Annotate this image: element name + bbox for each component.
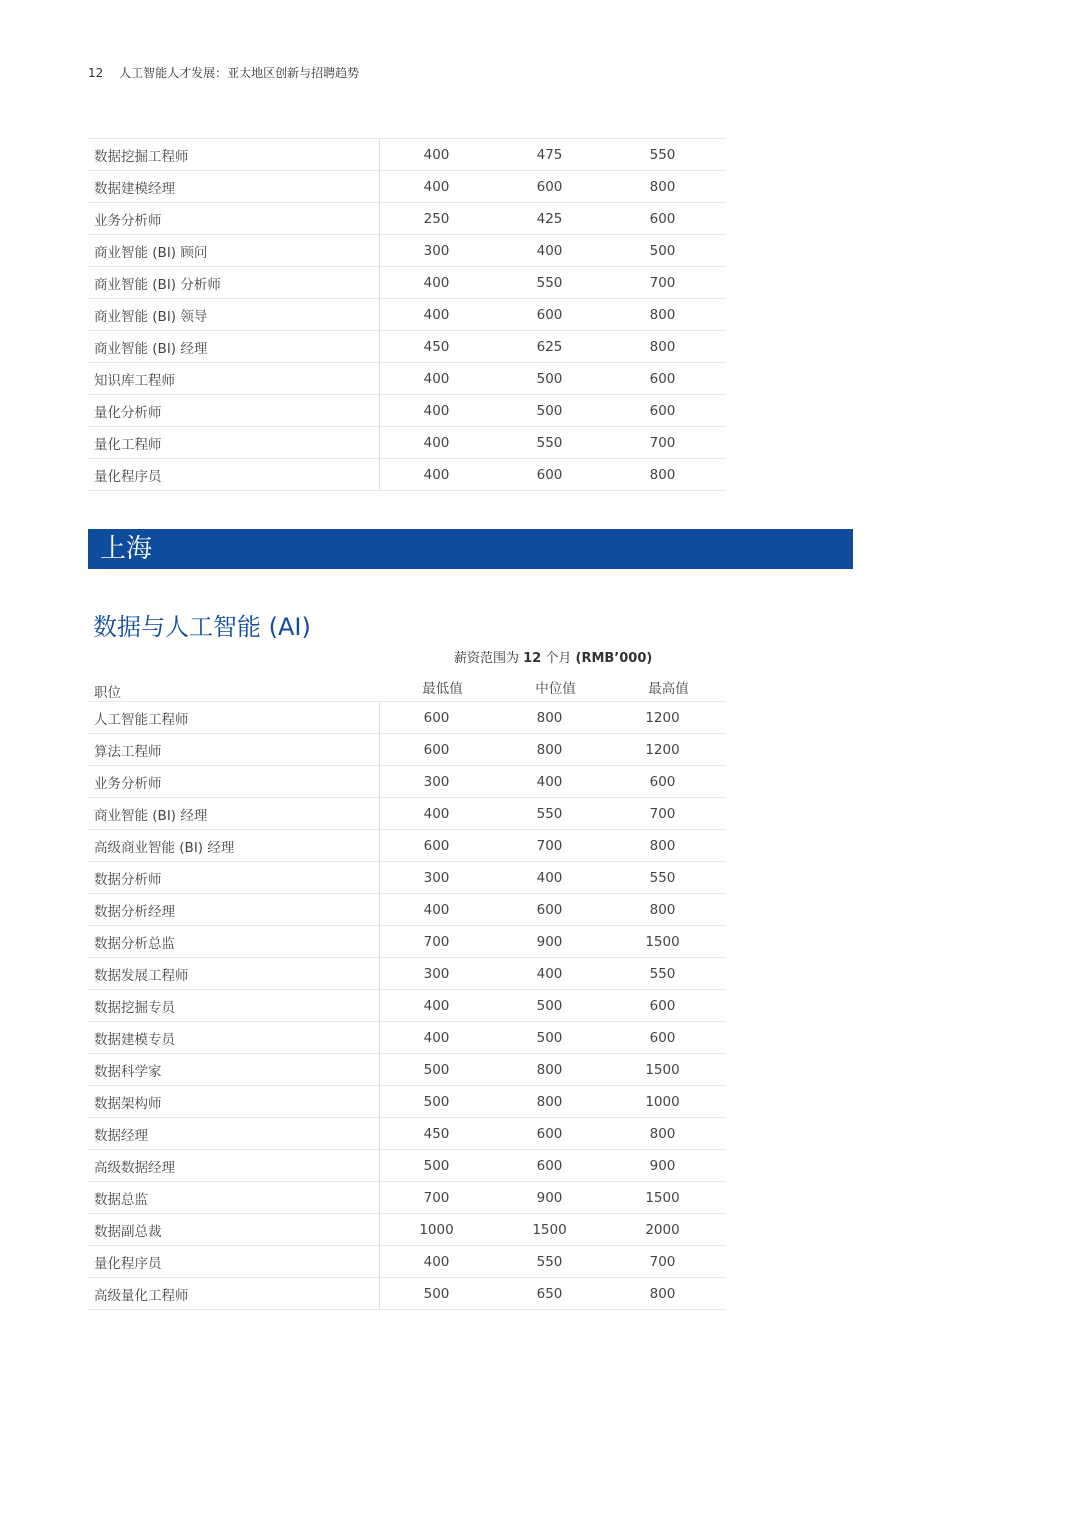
job-title-cell: 数据分析总监 — [88, 926, 380, 957]
table-row — [88, 830, 726, 862]
min-salary-cell: 500 — [423, 1157, 450, 1174]
median-salary-cell: 400 — [536, 773, 563, 790]
max-salary-cell: 600 — [649, 1029, 676, 1046]
table-row — [88, 267, 726, 299]
median-salary-cell: 400 — [536, 242, 563, 259]
median-salary-cell: 650 — [536, 1285, 563, 1302]
max-salary-cell: 2000 — [645, 1221, 680, 1238]
min-salary-cell: 300 — [423, 242, 450, 259]
max-salary-cell: 700 — [649, 1253, 676, 1270]
table-row — [88, 331, 726, 363]
median-salary-cell: 550 — [536, 1253, 563, 1270]
min-salary-cell: 400 — [423, 805, 450, 822]
table-row — [88, 235, 726, 267]
max-salary-cell: 700 — [649, 805, 676, 822]
table-row — [88, 1150, 726, 1182]
median-salary-cell: 800 — [536, 1093, 563, 1110]
table-row — [88, 171, 726, 203]
median-salary-cell: 600 — [536, 178, 563, 195]
max-salary-cell: 800 — [649, 306, 676, 323]
median-salary-cell: 700 — [536, 837, 563, 854]
document-title: 人工智能人才发展：亚太地区创新与招聘趋势 — [119, 66, 360, 80]
min-salary-cell: 300 — [423, 869, 450, 886]
median-salary-cell: 600 — [536, 466, 563, 483]
max-salary-cell: 550 — [649, 965, 676, 982]
max-salary-cell: 600 — [649, 997, 676, 1014]
job-title-cell: 数据挖掘专员 — [88, 990, 380, 1021]
min-salary-cell: 400 — [423, 901, 450, 918]
table-row — [88, 1022, 726, 1054]
column-header-max: 最高值 — [648, 681, 689, 697]
max-salary-cell: 800 — [649, 837, 676, 854]
job-title-cell: 数据经理 — [88, 1118, 380, 1149]
job-title-cell: 数据副总裁 — [88, 1214, 380, 1245]
min-salary-cell: 700 — [423, 1189, 450, 1206]
max-salary-cell: 500 — [649, 242, 676, 259]
table-row — [88, 1054, 726, 1086]
job-title-cell: 量化程序员 — [88, 1246, 380, 1277]
table-row — [88, 1246, 726, 1278]
job-title-cell: 数据挖掘工程师 — [88, 139, 380, 170]
max-salary-cell: 700 — [649, 434, 676, 451]
max-salary-cell: 550 — [649, 146, 676, 163]
table-row — [88, 1118, 726, 1150]
median-salary-cell: 800 — [536, 1061, 563, 1078]
median-salary-cell: 500 — [536, 370, 563, 387]
table-row — [88, 701, 726, 734]
job-title-cell: 商业智能 (BI) 经理 — [88, 798, 380, 829]
median-salary-cell: 550 — [536, 805, 563, 822]
max-salary-cell: 800 — [649, 901, 676, 918]
table-row — [88, 990, 726, 1022]
table-row — [88, 1086, 726, 1118]
job-title-cell: 商业智能 (BI) 领导 — [88, 299, 380, 330]
job-title-cell: 量化程序员 — [88, 459, 380, 490]
median-salary-cell: 400 — [536, 869, 563, 886]
page-header — [88, 64, 359, 81]
min-salary-cell: 500 — [423, 1285, 450, 1302]
table-row — [88, 1278, 726, 1310]
median-salary-cell: 625 — [536, 338, 563, 355]
salary-range-caption — [454, 647, 652, 666]
job-title-cell: 商业智能 (BI) 分析师 — [88, 267, 380, 298]
table-row — [88, 958, 726, 990]
job-title-cell: 数据发展工程师 — [88, 958, 380, 989]
column-header-min: 最低值 — [422, 681, 463, 697]
table-row — [88, 926, 726, 958]
median-salary-cell: 800 — [536, 741, 563, 758]
min-salary-cell: 1000 — [419, 1221, 454, 1238]
job-title-cell: 量化工程师 — [88, 427, 380, 458]
max-salary-cell: 600 — [649, 370, 676, 387]
max-salary-cell: 1500 — [645, 1061, 680, 1078]
min-salary-cell: 400 — [423, 402, 450, 419]
job-title-cell: 商业智能 (BI) 顾问 — [88, 235, 380, 266]
max-salary-cell: 1200 — [645, 709, 680, 726]
median-salary-cell: 600 — [536, 901, 563, 918]
job-title-cell: 量化分析师 — [88, 395, 380, 426]
max-salary-cell: 800 — [649, 178, 676, 195]
column-header-median: 中位值 — [535, 681, 576, 697]
job-title-cell: 高级量化工程师 — [88, 1278, 380, 1309]
max-salary-cell: 800 — [649, 466, 676, 483]
median-salary-cell: 550 — [536, 434, 563, 451]
min-salary-cell: 400 — [423, 1253, 450, 1270]
min-salary-cell: 300 — [423, 965, 450, 982]
table-row — [88, 138, 726, 171]
table-row — [88, 427, 726, 459]
min-salary-cell: 400 — [423, 146, 450, 163]
max-salary-cell: 800 — [649, 1285, 676, 1302]
table-row — [88, 299, 726, 331]
job-title-cell: 数据分析师 — [88, 862, 380, 893]
min-salary-cell: 450 — [423, 1125, 450, 1142]
table-row — [88, 363, 726, 395]
table-row — [88, 459, 726, 491]
max-salary-cell: 900 — [649, 1157, 676, 1174]
min-salary-cell: 400 — [423, 997, 450, 1014]
table-row — [88, 798, 726, 830]
median-salary-cell: 475 — [536, 146, 563, 163]
max-salary-cell: 600 — [649, 773, 676, 790]
median-salary-cell: 900 — [536, 933, 563, 950]
table-row — [88, 395, 726, 427]
city-section-banner: 上海 — [88, 529, 853, 569]
column-header-title: 职位 — [94, 685, 121, 701]
median-salary-cell: 500 — [536, 1029, 563, 1046]
min-salary-cell: 400 — [423, 370, 450, 387]
caption-months: 12 — [523, 651, 542, 666]
table-row — [88, 1214, 726, 1246]
job-title-cell: 高级商业智能 (BI) 经理 — [88, 830, 380, 861]
max-salary-cell: 1200 — [645, 741, 680, 758]
max-salary-cell: 1500 — [645, 933, 680, 950]
job-title-cell: 数据科学家 — [88, 1054, 380, 1085]
max-salary-cell: 700 — [649, 274, 676, 291]
job-title-cell: 数据建模经理 — [88, 171, 380, 202]
caption-prefix: 薪资范围为 — [454, 651, 524, 666]
median-salary-cell: 425 — [536, 210, 563, 227]
min-salary-cell: 400 — [423, 466, 450, 483]
median-salary-cell: 600 — [536, 306, 563, 323]
table-row — [88, 203, 726, 235]
table-row — [88, 894, 726, 926]
min-salary-cell: 400 — [423, 274, 450, 291]
median-salary-cell: 800 — [536, 709, 563, 726]
max-salary-cell: 800 — [649, 338, 676, 355]
max-salary-cell: 550 — [649, 869, 676, 886]
job-title-cell: 数据分析经理 — [88, 894, 380, 925]
median-salary-cell: 600 — [536, 1157, 563, 1174]
min-salary-cell: 600 — [423, 837, 450, 854]
max-salary-cell: 1500 — [645, 1189, 680, 1206]
job-title-cell: 数据建模专员 — [88, 1022, 380, 1053]
median-salary-cell: 500 — [536, 402, 563, 419]
max-salary-cell: 800 — [649, 1125, 676, 1142]
max-salary-cell: 600 — [649, 402, 676, 419]
min-salary-cell: 400 — [423, 1029, 450, 1046]
job-title-cell: 商业智能 (BI) 经理 — [88, 331, 380, 362]
min-salary-cell: 400 — [423, 306, 450, 323]
min-salary-cell: 250 — [423, 210, 450, 227]
table-row — [88, 734, 726, 766]
min-salary-cell: 700 — [423, 933, 450, 950]
job-title-cell: 数据架构师 — [88, 1086, 380, 1117]
job-title-cell: 知识库工程师 — [88, 363, 380, 394]
max-salary-cell: 600 — [649, 210, 676, 227]
min-salary-cell: 400 — [423, 178, 450, 195]
job-title-cell: 业务分析师 — [88, 203, 380, 234]
median-salary-cell: 1500 — [532, 1221, 567, 1238]
median-salary-cell: 400 — [536, 965, 563, 982]
job-title-cell: 人工智能工程师 — [88, 702, 380, 733]
job-title-cell: 业务分析师 — [88, 766, 380, 797]
job-title-cell: 算法工程师 — [88, 734, 380, 765]
page-number: 12 — [88, 66, 104, 80]
min-salary-cell: 300 — [423, 773, 450, 790]
median-salary-cell: 550 — [536, 274, 563, 291]
caption-mid: 个月 — [541, 651, 576, 666]
min-salary-cell: 600 — [423, 709, 450, 726]
table-row — [88, 862, 726, 894]
median-salary-cell: 600 — [536, 1125, 563, 1142]
job-title-cell: 高级数据经理 — [88, 1150, 380, 1181]
max-salary-cell: 1000 — [645, 1093, 680, 1110]
table-row — [88, 1182, 726, 1214]
salary-table-shanghai — [88, 701, 726, 1310]
table-row — [88, 766, 726, 798]
median-salary-cell: 900 — [536, 1189, 563, 1206]
median-salary-cell: 500 — [536, 997, 563, 1014]
min-salary-cell: 500 — [423, 1061, 450, 1078]
job-title-cell: 数据总监 — [88, 1182, 380, 1213]
min-salary-cell: 400 — [423, 434, 450, 451]
min-salary-cell: 600 — [423, 741, 450, 758]
min-salary-cell: 450 — [423, 338, 450, 355]
salary-table-continued — [88, 138, 726, 491]
caption-unit: (RMB’000) — [575, 651, 653, 666]
min-salary-cell: 500 — [423, 1093, 450, 1110]
category-heading: 数据与人工智能 (AI) — [93, 613, 311, 641]
